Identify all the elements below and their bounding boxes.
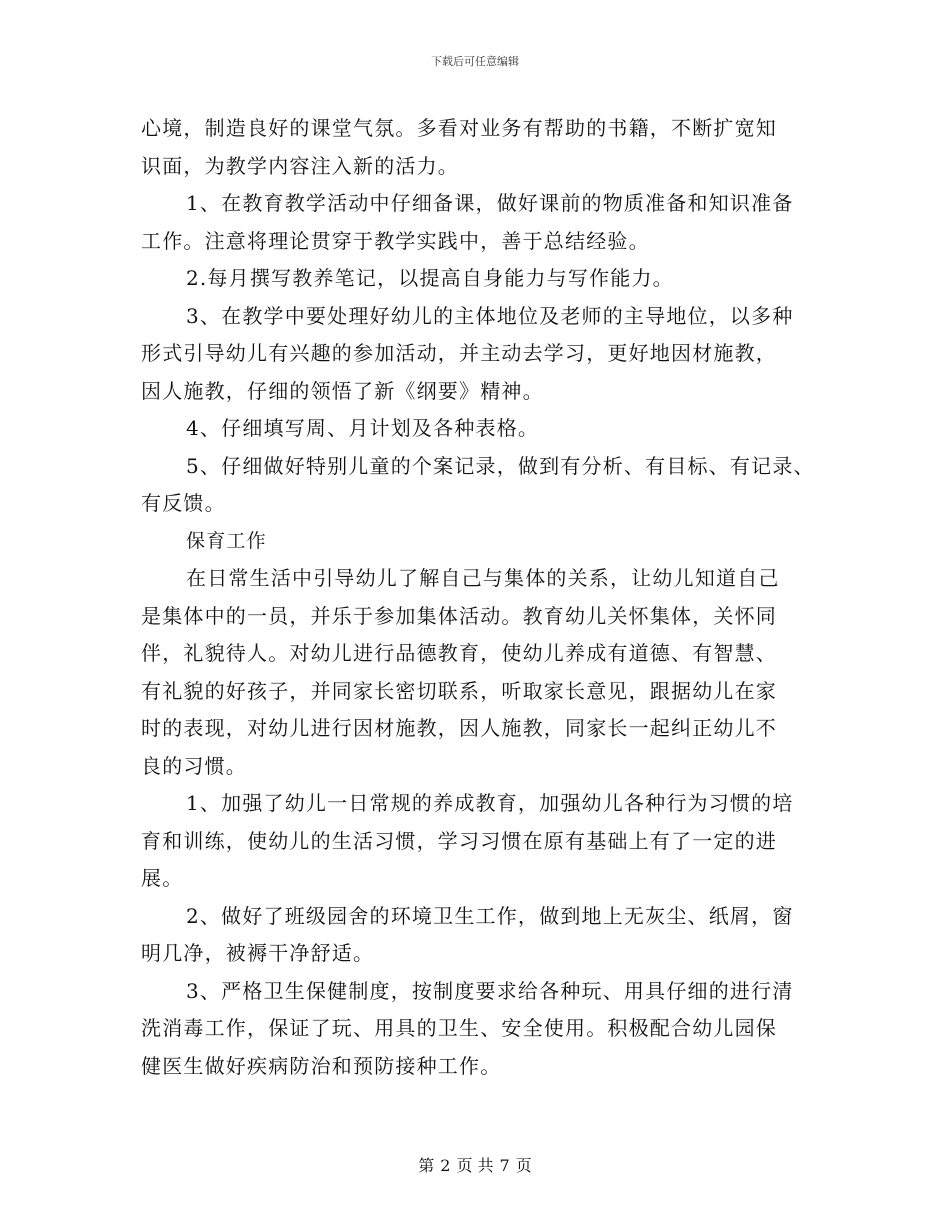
paragraph-line: 2、做好了班级园舍的环境卫生工作，做到地上无灰尘、纸屑，窗 xyxy=(186,903,794,928)
page-prefix: 第 xyxy=(418,1156,435,1175)
document-body xyxy=(141,110,821,1085)
page-suffix: 页 xyxy=(515,1156,532,1175)
page-header-note: 下载后可任意编辑 xyxy=(431,55,519,68)
current-page-number: 2 xyxy=(440,1156,451,1175)
paragraph-line: 形式引导幼儿有兴趣的参加活动，并主动去学习，更好地因材施教， xyxy=(141,341,777,365)
paragraph-line: 时的表现，对幼儿进行因材施教，因人施教，同家长一起纠正幼儿不 xyxy=(141,716,777,740)
paragraph-line: 1、在教育教学活动中仔细备课，做好课前的物质准备和知识准备 xyxy=(186,191,794,215)
paragraph-line: 伴，礼貌待人。对幼儿进行品德教育，使幼儿养成有道德、有智慧、 xyxy=(141,641,777,665)
paragraph-line: 1、加强了幼儿一日常规的养成教育，加强幼儿各种行为习惯的培 xyxy=(186,791,794,815)
paragraph-line: 展。 xyxy=(141,866,184,890)
paragraph-line: 洗消毒工作，保证了玩、用具的卫生、安全使用。积极配合幼儿园保 xyxy=(141,1016,777,1040)
paragraph-line: 良的习惯。 xyxy=(141,753,247,778)
page-mid-text: 页 共 xyxy=(456,1156,494,1175)
paragraph-line: 3、在教学中要处理好幼儿的主体地位及老师的主导地位，以多种 xyxy=(186,303,794,328)
paragraph-line: 有反馈。 xyxy=(141,491,226,515)
paragraph-line: 心境，制造良好的课堂气氛。多看对业务有帮助的书籍，不断扩宽知 xyxy=(141,116,777,140)
total-pages-number: 7 xyxy=(499,1156,510,1175)
section-heading: 保育工作 xyxy=(186,529,267,552)
paragraph-line: 5、仔细做好特别儿童的个案记录，做到有分析、有目标、有记录、 xyxy=(186,453,815,478)
paragraph-line: 识面，为教学内容注入新的活力。 xyxy=(141,153,459,178)
paragraph-line: 健医生做好疾病防治和预防接种工作。 xyxy=(141,1053,502,1078)
paragraph-line: 在日常生活中引导幼儿了解自己与集体的关系，让幼儿知道自己 xyxy=(186,566,780,590)
paragraph-line: 4、仔细填写周、月计划及各种表格。 xyxy=(186,416,540,440)
paragraph-line: 有礼貌的好孩子，并同家长密切联系，听取家长意见，跟据幼儿在家 xyxy=(141,678,777,703)
paragraph-line: 因人施教，仔细的领悟了新《纲要》精神。 xyxy=(141,378,544,403)
paragraph-line: 工作。注意将理论贯穿于教学实践中，善于总结经验。 xyxy=(141,228,650,253)
paragraph-line: 是集体中的一员，并乐于参加集体活动。教育幼儿关怀集体，关怀同 xyxy=(141,603,777,628)
paragraph-line: 育和训练，使幼儿的生活习惯，学习习惯在原有基础上有了一定的进 xyxy=(141,828,777,853)
paragraph-line: 3、严格卫生保健制度，按制度要求给各种玩、用具仔细的进行清 xyxy=(186,978,794,1003)
paragraph-line: 2.每月撰写教养笔记，以提高自身能力与写作能力。 xyxy=(186,266,674,290)
page-footer xyxy=(0,1153,950,1176)
paragraph-line: 明几净，被褥干净舒适。 xyxy=(141,941,375,965)
